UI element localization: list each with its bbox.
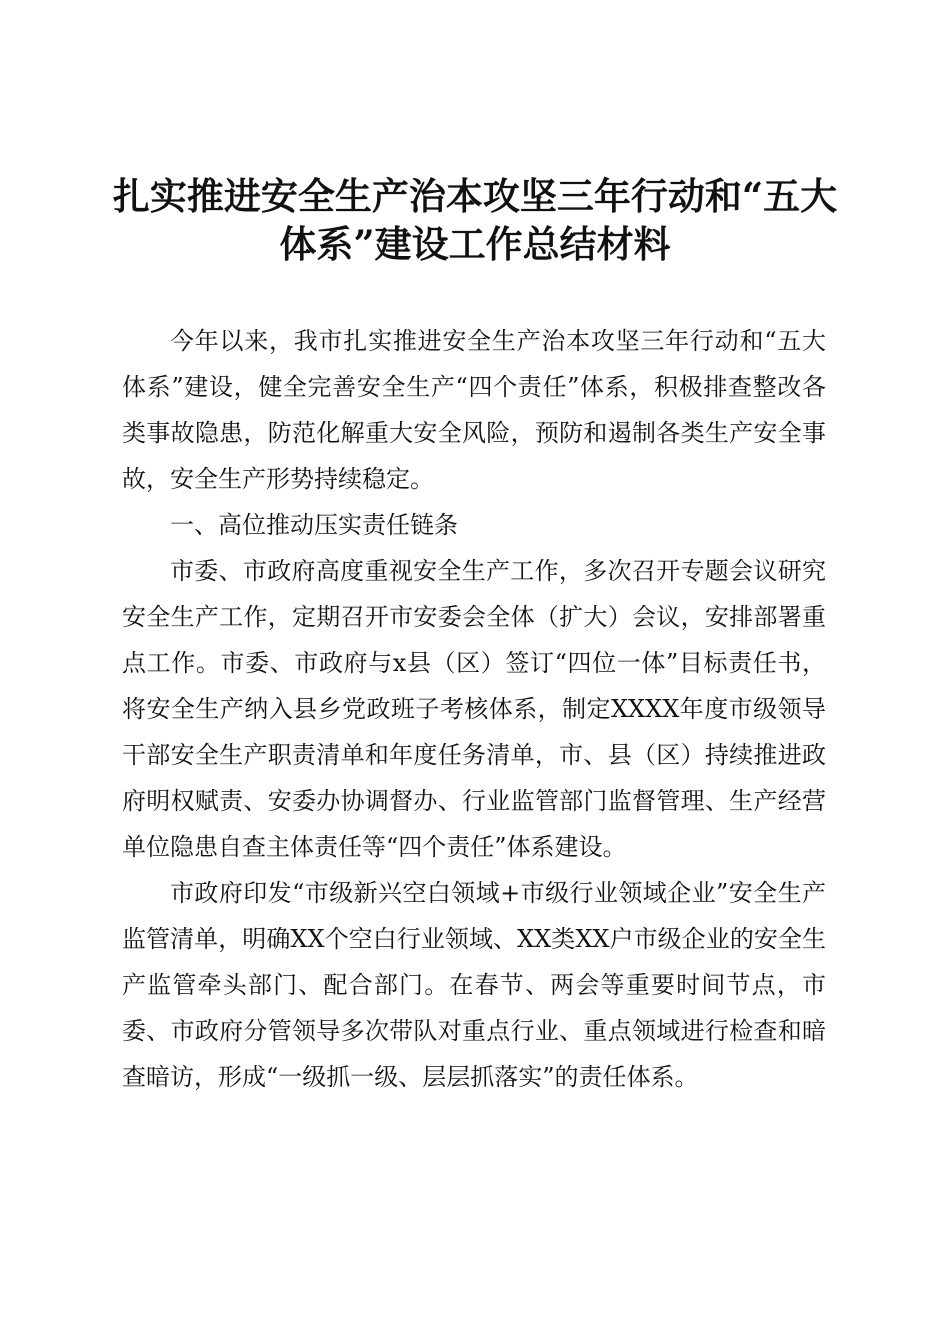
title-line-2: 体系”建设工作总结材料 bbox=[279, 222, 671, 266]
section1-paragraph-1: 市委、市政府高度重视安全生产工作，多次召开专题会议研究安全生产工作，定期召开市安委会全体（扩大）会议，安排部署重点工作。市委、市政府与x县（区）签订“四位一体”目标责任书，将安全生产纳入县乡党政班子考核体系，制定XXXX年度市级领导干部安全生产职责清单和年度任务清单，市、县（区）持续推进政府明权赋责、安委办协调督办、行业监管部门监督管理、生产经营单位隐患自查主体责任等“四个责任”体系建设。 bbox=[122, 557, 826, 861]
title-line-1: 扎实推进安全生产治本攻坚三年行动和“五大 bbox=[112, 174, 838, 218]
section-heading-1: 一、高位推动压实责任链条 bbox=[170, 511, 458, 539]
document-title bbox=[110, 172, 840, 268]
intro-paragraph: 今年以来，我市扎实推进安全生产治本攻坚三年行动和“五大体系”建设，健全完善安全生产“四个责任”体系，积极排查整改各类事故隐患，防范化解重大安全风险，预防和遏制各类生产安全事故，安全生产形势持续稳定。 bbox=[122, 327, 826, 493]
document-body bbox=[122, 318, 826, 1100]
section1-paragraph-2: 市政府印发“市级新兴空白领域+市级行业领域企业”安全生产监管清单，明确XX个空白行业领域、XX类XX户市级企业的安全生产监管牵头部门、配合部门。在春节、两会等重要时间节点，市委、市政府分管领导多次带队对重点行业、重点领域进行检查和暗查暗访，形成“一级抓一级、层层抓落实”的责任体系。 bbox=[122, 879, 826, 1091]
